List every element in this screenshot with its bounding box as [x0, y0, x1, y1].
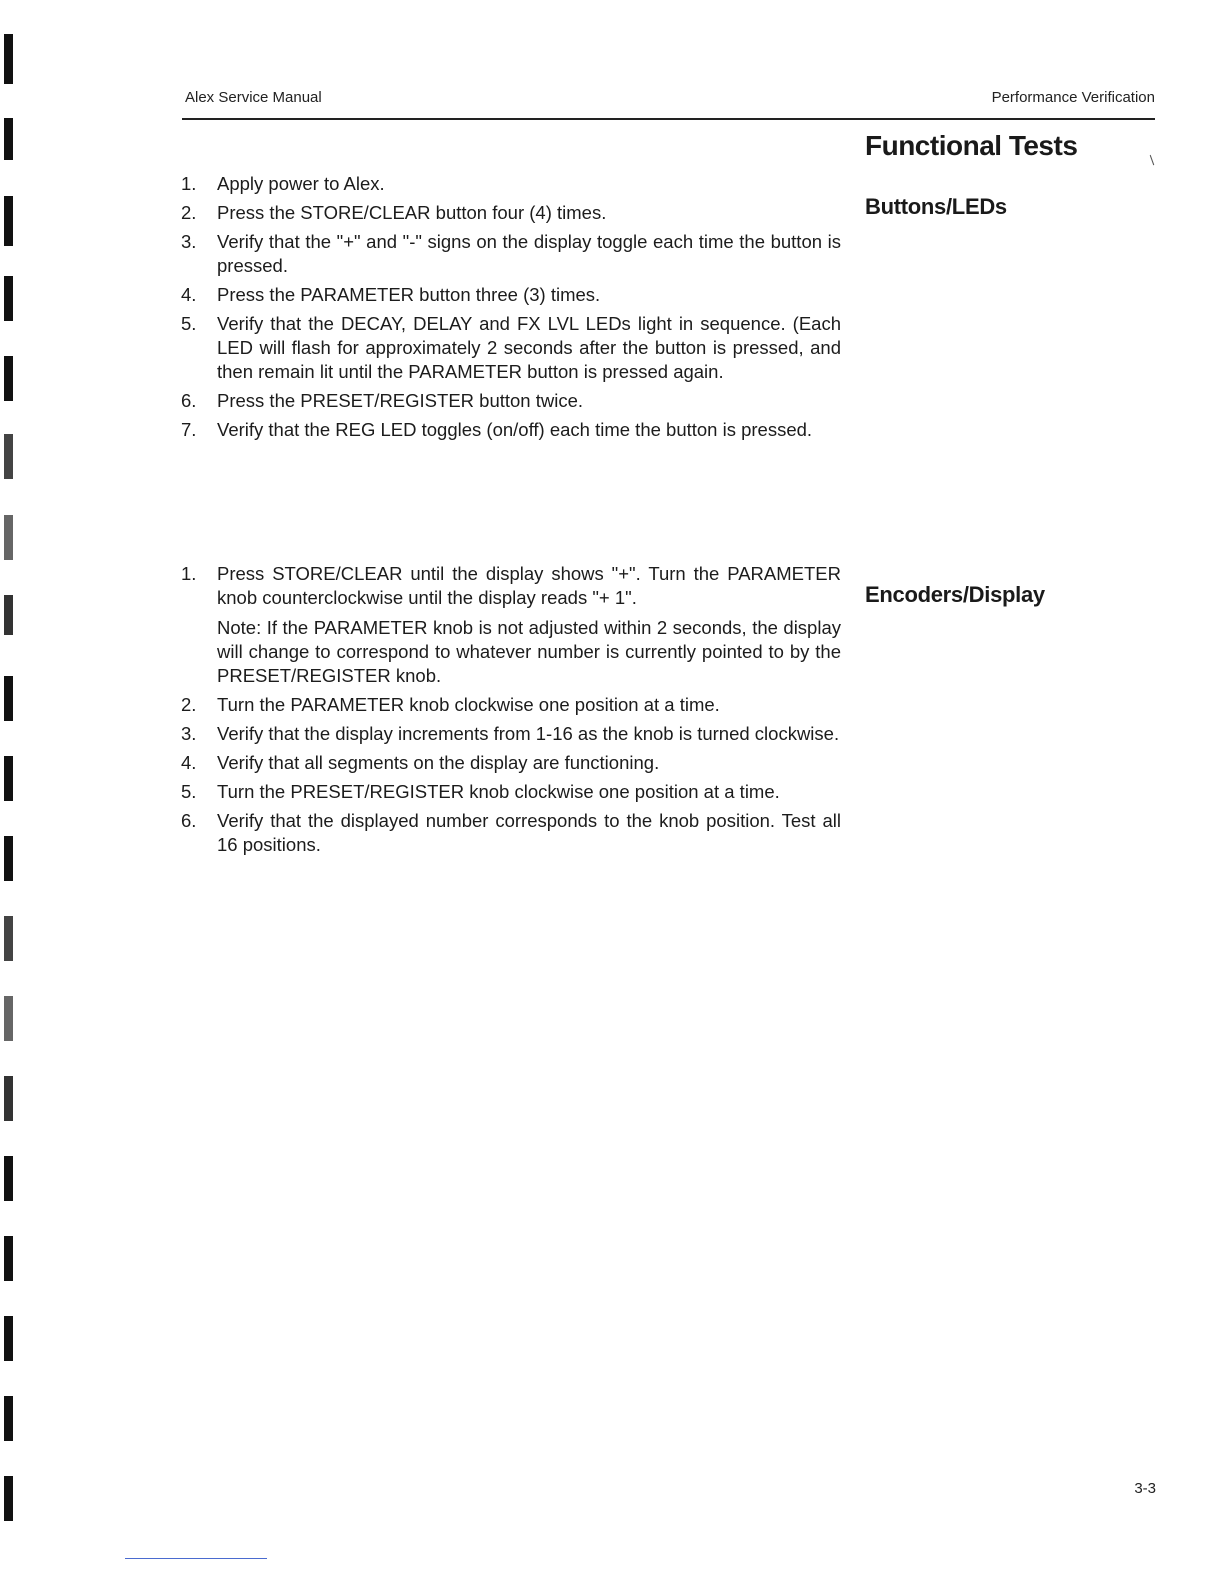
step-number: 2. — [181, 694, 197, 715]
header-manual-title: Alex Service Manual — [185, 89, 322, 106]
step-number: 6. — [181, 810, 197, 831]
list-item — [181, 418, 841, 442]
list-item — [181, 172, 841, 196]
step-number: 1. — [181, 563, 197, 584]
step-text: Press the PARAMETER button three (3) times. — [217, 284, 601, 305]
step-text: Press the STORE/CLEAR button four (4) times. — [217, 202, 607, 223]
step-number: 5. — [181, 781, 197, 802]
step-text: Verify that the REG LED toggles (on/off) each time the button is pressed. — [217, 419, 813, 440]
step-number: 6. — [181, 390, 197, 411]
step-number: 3. — [181, 231, 197, 252]
step-number: 3. — [181, 723, 197, 744]
page-title: Functional Tests — [865, 130, 1078, 161]
step-text: Press STORE/CLEAR until the display shows "+". Turn the PARAMETER knob counterclockwise until the display reads "+ 1". — [217, 563, 841, 608]
section-heading-encoders-display: Encoders/Display — [865, 582, 1045, 607]
list-item — [181, 722, 841, 746]
list-item — [181, 283, 841, 307]
header-section-title: Performance Verification — [991, 89, 1155, 106]
pencil-mark: / — [1145, 152, 1159, 168]
list-item — [181, 312, 841, 384]
step-text: Press the PRESET/REGISTER button twice. — [217, 390, 584, 411]
step-text: Apply power to Alex. — [217, 173, 385, 194]
list-item — [181, 389, 841, 413]
step-number: 7. — [181, 419, 197, 440]
list-item — [181, 201, 841, 225]
encoders-display-steps — [181, 562, 841, 862]
step-number: 2. — [181, 202, 197, 223]
step-number: 4. — [181, 284, 197, 305]
list-item — [181, 780, 841, 804]
step-number: 1. — [181, 173, 197, 194]
step-text: Verify that the "+" and "-" signs on the display toggle each time the button is pressed. — [217, 231, 841, 276]
list-item — [181, 562, 841, 688]
step-number: 4. — [181, 752, 197, 773]
list-item — [181, 693, 841, 717]
list-item — [181, 809, 841, 857]
step-text: Verify that the DECAY, DELAY and FX LVL LEDs light in sequence. (Each LED will flash for approximately 2 seconds after the button is pressed, and then remain lit until the PARAMETER button is pressed again. — [217, 313, 841, 382]
step-text: Verify that the display increments from 1-16 as the knob is turned clockwise. — [217, 723, 840, 744]
buttons-leds-steps — [181, 172, 841, 447]
list-item — [181, 230, 841, 278]
step-number: 5. — [181, 313, 197, 334]
step-text: Verify that the displayed number corresponds to the knob position. Test all 16 positions. — [217, 810, 841, 855]
scan-edge-line — [125, 1558, 267, 1559]
page-number: 3-3 — [1134, 1480, 1156, 1497]
step-text: Turn the PRESET/REGISTER knob clockwise one position at a time. — [217, 781, 780, 802]
section-heading-buttons-leds: Buttons/LEDs — [865, 194, 1007, 219]
step-text: Turn the PARAMETER knob clockwise one position at a time. — [217, 694, 720, 715]
list-item — [181, 751, 841, 775]
header-rule — [182, 118, 1155, 120]
step-note: Note: If the PARAMETER knob is not adjusted within 2 seconds, the display will change to correspond to whatever number is currently pointed to by the PRESET/REGISTER knob. — [217, 617, 841, 686]
step-text: Verify that all segments on the display are functioning. — [217, 752, 660, 773]
